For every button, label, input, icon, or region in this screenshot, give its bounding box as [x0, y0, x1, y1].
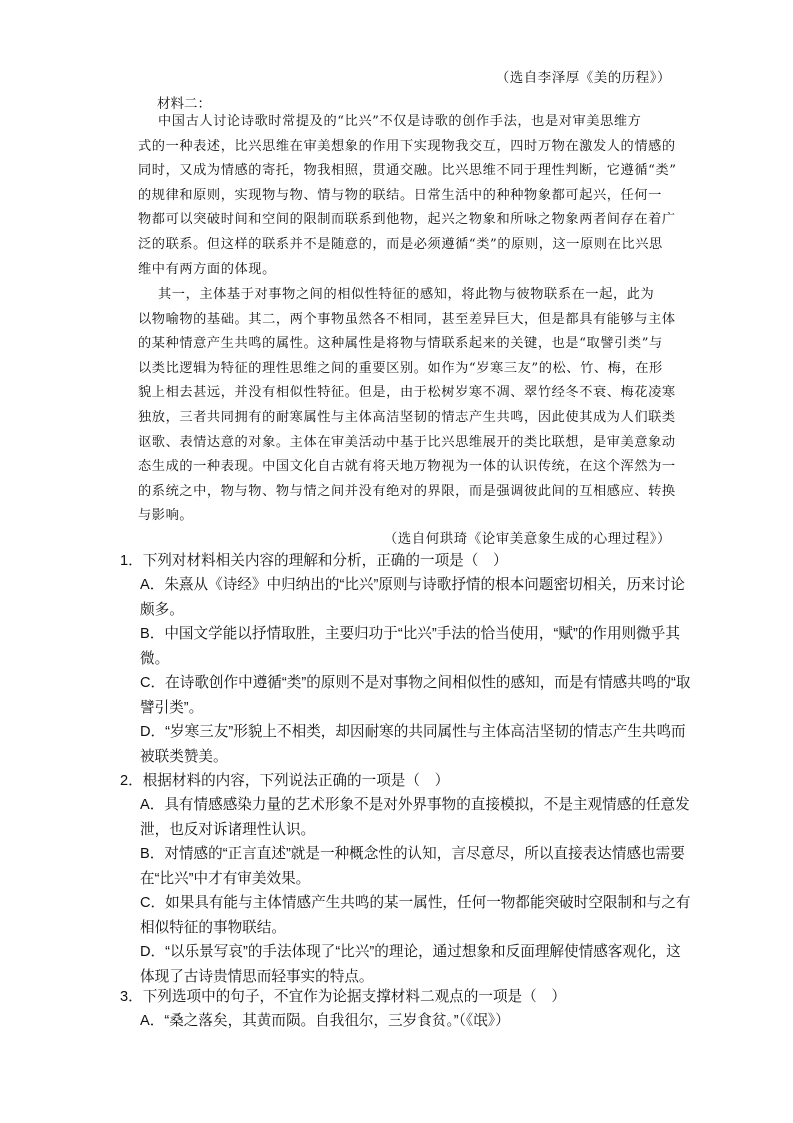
paragraph-line: 独放，三者共同拥有的耐寒属性与主体高洁坚韧的情志产生共鸣，因此使其成为人们联类 [138, 409, 676, 425]
option-c [120, 671, 691, 720]
option-b [120, 622, 680, 671]
question-2 [120, 769, 691, 989]
paragraph-line: 同时，又成为情感的寄托，物我相照，贯通交融。比兴思维不同于理性判断，它遵循“类” [138, 163, 677, 179]
paragraph-line: 维中有两方面的体现。 [138, 261, 276, 277]
option-d [120, 720, 686, 769]
paragraph-line: 态生成的一种表现。中国文化自古就有将天地万物视为一体的认识传统，在这个浑然为一 [138, 459, 676, 475]
option-d [120, 940, 680, 989]
source-citation-1: （选自李泽厚《美的历程》） [495, 70, 671, 86]
option-line: D．“以乐景写哀”的手法体现了“比兴”的理论，通过想象和反面理解使情感客观化，这 [140, 944, 681, 960]
option-line: 颇多。 [140, 601, 184, 618]
option-line: C．如果具有能与主体情感产生共鸣的某一属性，任何一物都能突破时空限制和与之有 [140, 895, 691, 911]
option-line: A．朱熹从《诗经》中归纳出的“比兴”原则与诗歌抒情的根本问题密切相关，历来讨论 [140, 577, 685, 593]
paragraph-line: 讴歌、表情达意的对象。主体在审美活动中基于比兴思维展开的类比联想，是审美意象动 [138, 434, 676, 450]
option-a [120, 793, 690, 842]
option-line: 被联类赞美。 [140, 748, 228, 765]
source-citation-2: （选自何珙琦《论审美意象生成的心理过程》） [383, 531, 671, 547]
option-line: D．“岁寒三友”形貌上不相类，却因耐寒的共同属性与主体高洁坚韧的情志产生共鸣而 [140, 724, 686, 740]
option-line: 微。 [140, 650, 170, 667]
paragraph-line: 以类比逻辑为特征的理性思维之间的重要区别。如作为“岁寒三友”的松、竹、梅，在形 [138, 360, 663, 376]
option-b [120, 842, 685, 891]
paragraph-line: 泛的联系。但这样的联系并不是随意的，而是必须遵循“类”的原则，这一原则在比兴思 [138, 236, 663, 252]
paragraph-line: 中国古人讨论诗歌时常提及的“比兴”不仅是诗歌的创作手法，也是对审美思维方 [158, 114, 642, 129]
paragraph-line: 的规律和原则，实现物与物、情与物的联结。日常生活中的种种物象都可起兴，任何一 [138, 187, 662, 203]
material-2-label: 材料二： [157, 96, 211, 112]
question-1 [120, 549, 691, 769]
paragraph-line: 的系统之中，物与物、物与情之间并没有绝对的界限，而是强调彼此间的互相感应、转换 [138, 483, 676, 499]
option-a [120, 1009, 680, 1034]
paragraph-line: 与影响。 [138, 508, 194, 524]
option-c [120, 891, 691, 940]
option-line: 相似特征的事物联结。 [140, 919, 286, 936]
option-line: 泄，也反对诉诸理性认识。 [140, 821, 316, 838]
paragraph-line: 物都可以突破时间和空间的限制而联系到他物，起兴之物象和所咏之物象两者间存在着广 [138, 212, 676, 228]
material-2-paragraph-1 [138, 110, 677, 282]
question-stem: 2．根据材料的内容，下列说法正确的一项是（ ） [120, 773, 450, 789]
option-line: 体现了古诗贵情思而轻事实的特点。 [140, 968, 374, 985]
option-line: 譬引类”。 [140, 699, 204, 716]
option-line: 在“比兴”中才有审美效果。 [140, 870, 311, 887]
option-line: C．在诗歌创作中遵循“类”的原则不是对事物之间相似性的感知，而是有情感共鸣的“取 [140, 675, 691, 691]
paragraph-line: 的某种情意产生共鸣的属性。这种属性是将物与情联系起来的关键，也是“取譬引类”与 [138, 336, 663, 352]
option-line: B．对情感的“正言直述”就是一种概念性的认知，言尽意尽，所以直接表达情感也需要 [140, 846, 685, 862]
paragraph-line: 貌上相去甚远，并没有相似性特征。但是，由于松树岁寒不凋、翠竹经冬不衰、梅花凌寒 [138, 385, 676, 401]
option-line: A．“桑之落矣，其黄而陨。自我徂尔，三岁食贫。”（《氓》） [140, 1013, 510, 1029]
option-line: A．具有情感感染力量的艺术形象不是对外界事物的直接模拟，不是主观情感的任意发 [140, 797, 690, 813]
question-stem: 1．下列对材料相关内容的理解和分析，正确的一项是（ ） [120, 553, 508, 569]
question-stem: 3．下列选项中的句子，不宜作为论据支撑材料二观点的一项是（ ） [120, 989, 566, 1005]
option-line: B．中国文学能以抒情取胜，主要归功于“比兴”手法的恰当使用，“赋”的作用则微乎其 [140, 626, 680, 642]
paragraph-line: 式的一种表述，比兴思维在审美想象的作用下实现物我交互，四时万物在激发人的情感的 [138, 138, 676, 154]
question-3 [120, 985, 680, 1034]
material-2-paragraph-2 [138, 283, 676, 529]
option-a [120, 573, 685, 622]
paragraph-line: 其一，主体基于对事物之间的相似性特征的感知，将此物与彼物联系在一起，此为 [158, 287, 655, 302]
paragraph-line: 以物喻物的基础。其二，两个事物虽然各不相同，甚至差异巨大，但是都具有能够与主体 [138, 311, 676, 327]
